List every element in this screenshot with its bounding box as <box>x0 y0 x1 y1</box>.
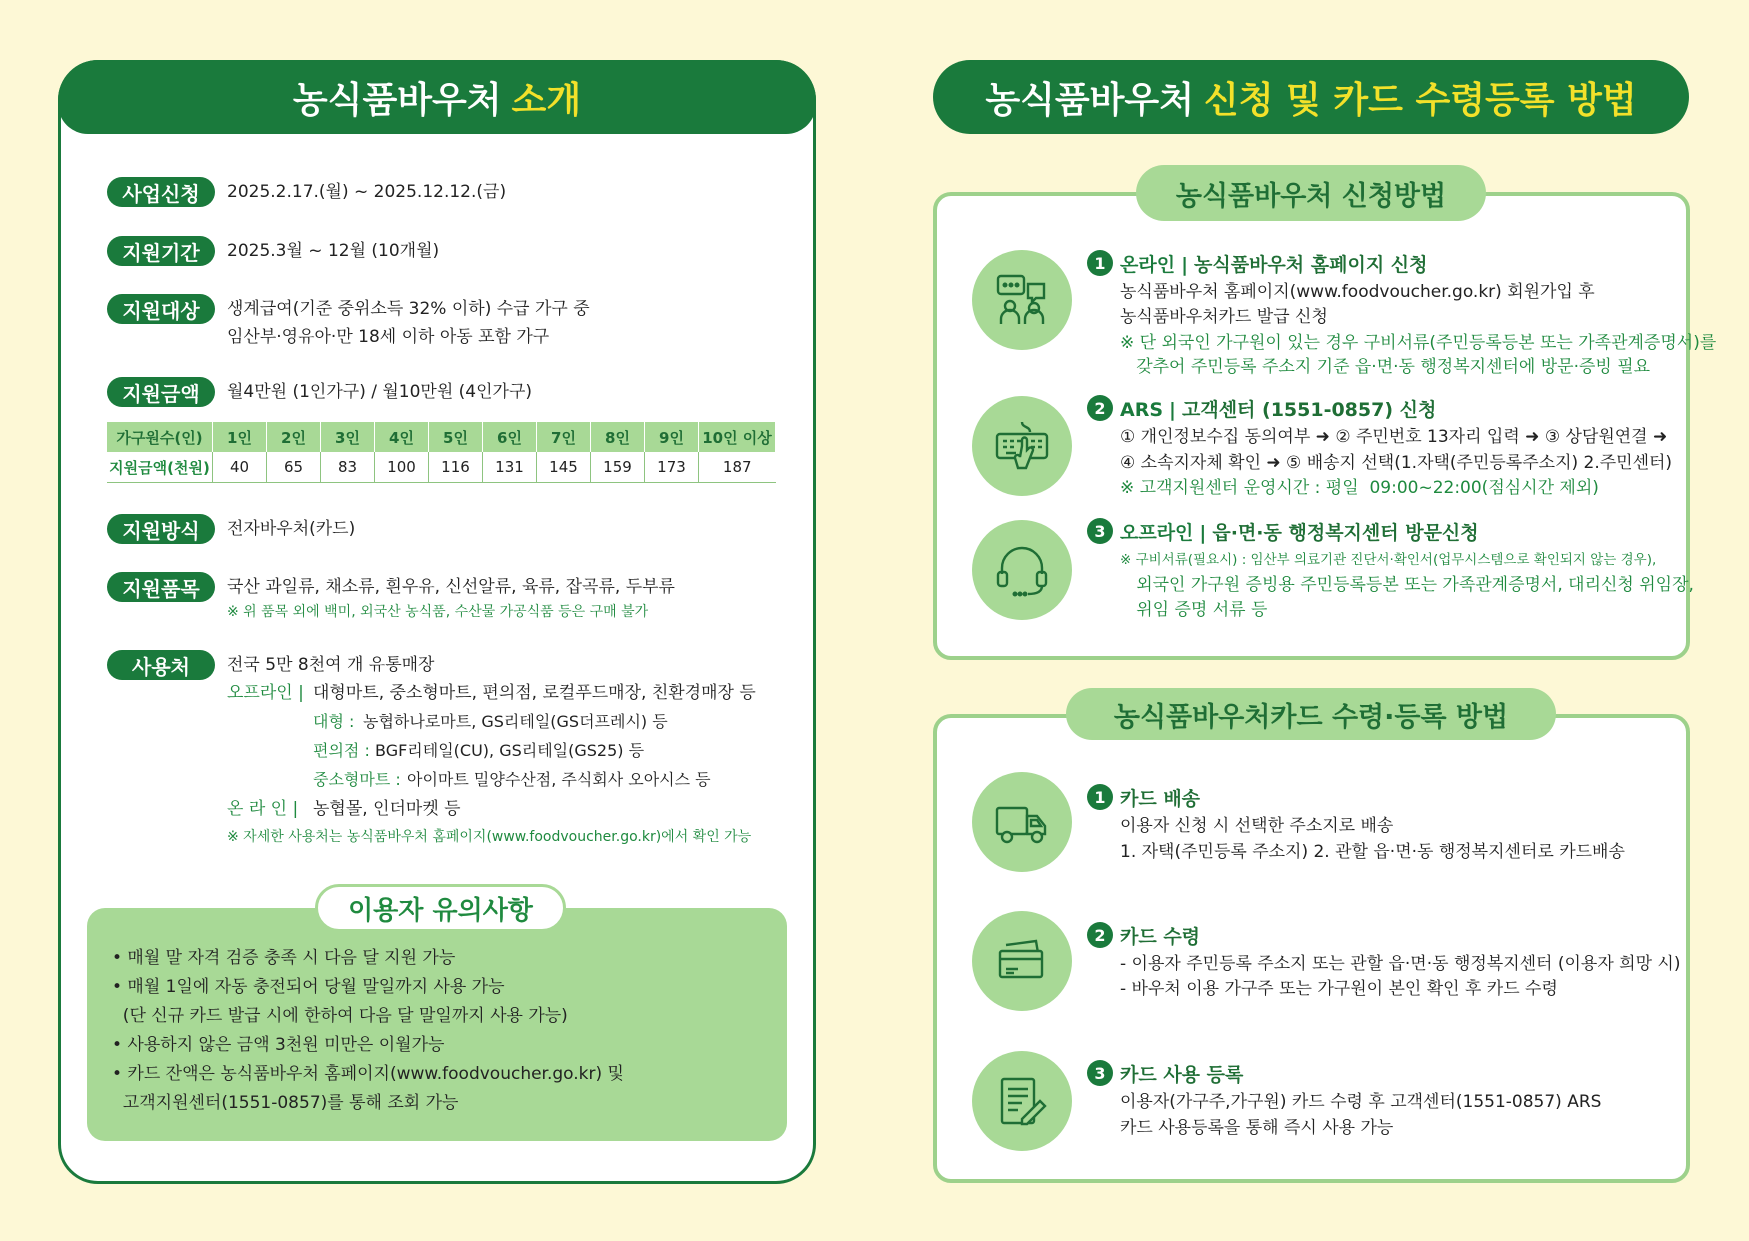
card-step-1-line: 이용자 신청 시 선택한 주소지로 배송 <box>1120 816 1394 836</box>
amount-table <box>107 422 776 483</box>
apply-icon-3 <box>972 520 1072 620</box>
tag-method: 지원방식 <box>107 514 215 544</box>
table-cell: 8인 <box>591 422 645 452</box>
table-cell: 187 <box>699 452 776 483</box>
notice-line: • 매월 말 자격 검증 충족 시 다음 달 지원 가능 <box>112 948 456 968</box>
apply-step-2-note: ※ 고객지원센터 운영시간 : 평일 09:00~22:00(점심시간 제외) <box>1120 478 1599 498</box>
chat-people-icon <box>992 270 1052 330</box>
table-cell: 3인 <box>321 422 375 452</box>
apply-step-3-note: ※ 구비서류(필요시) : 임산부 의료기관 진단서·확인서(업무시스템으로 확인되지 않는 경우), <box>1120 552 1657 568</box>
table-cell: 2인 <box>267 422 321 452</box>
method-text: 전자바우처(카드) <box>227 519 356 539</box>
step-number: 2 <box>1087 922 1113 948</box>
table-cell: 173 <box>645 452 699 483</box>
table-cell: 65 <box>267 452 321 483</box>
table-cell: 7인 <box>537 422 591 452</box>
step-number: 1 <box>1087 784 1113 810</box>
notice-line: (단 신규 카드 발급 시에 한하여 다음 달 말일까지 사용 가능) <box>112 1006 568 1026</box>
card-step-2-line: - 바우처 이용 가구주 또는 가구원이 본인 확인 후 카드 수령 <box>1120 979 1558 999</box>
apply-step-1-note: ※ 단 외국인 가구원이 있는 경우 구비서류(주민등록등본 또는 가족관계증명서)를 <box>1120 333 1717 353</box>
table-cell: 4인 <box>375 422 429 452</box>
table-cell: 83 <box>321 452 375 483</box>
notice-line: • 사용하지 않은 금액 3천원 미만은 이월가능 <box>112 1035 445 1055</box>
online-text: 농협몰, 인더마켓 등 <box>313 799 461 819</box>
card-icon <box>992 931 1052 991</box>
target-text-1: 생계급여(기준 중위소득 32% 이하) 수급 가구 중 <box>227 299 590 319</box>
notice-line: 고객지원센터(1551-0857)를 통해 조회 가능 <box>112 1093 459 1113</box>
apply-step-1-note: 갖추어 주민등록 주소지 기준 읍·면·동 행정복지센터에 방문·증빙 필요 <box>1120 357 1651 377</box>
method-title: 농식품바우처 신청 및 카드 수령등록 방법 <box>933 60 1689 134</box>
card-icon-2 <box>972 911 1072 1011</box>
truck-icon <box>992 792 1052 852</box>
target-text-2: 임산부·영유아·만 18세 이하 아동 포함 가구 <box>227 327 550 347</box>
notice-line: • 매월 1일에 자동 충전되어 당월 말일까지 사용 가능 <box>112 977 505 997</box>
apply-step-2-title: ARS | 고객센터 (1551-0857) 신청 <box>1120 399 1437 421</box>
apply-step-1-title: 온라인 | 농식품바우처 홈페이지 신청 <box>1120 254 1428 276</box>
large-label: 대형 : <box>313 712 355 731</box>
large-text: 농협하나로마트, GS리테일(GS더프레시) 등 <box>363 712 668 731</box>
table-cell: 145 <box>537 452 591 483</box>
apply-step-2-line: ① 개인정보수집 동의여부 ➜ ② 주민번호 13자리 입력 ➜ ③ 상담원연결 ➜ <box>1120 427 1668 447</box>
apply-step-2-line: ④ 소속지자체 확인 ➜ ⑤ 배송지 선택(1.자택(주민등록주소지) 2.주민센터) <box>1120 453 1673 473</box>
table-cell: 116 <box>429 452 483 483</box>
card-register-title: 농식품바우처카드 수령·등록 방법 <box>1066 688 1556 740</box>
apply-period-text: 2025.2.17.(월) ~ 2025.12.12.(금) <box>227 182 507 202</box>
offline-label: 오프라인 | <box>227 683 304 703</box>
apply-step-3-title: 오프라인 | 읍·면·동 행정복지센터 방문신청 <box>1120 522 1479 544</box>
conv-text: BGF리테일(CU), GS리테일(GS25) 등 <box>375 741 645 760</box>
card-step-3-line: 이용자(가구주,가구원) 카드 수령 후 고객센터(1551-0857) ARS <box>1120 1092 1602 1112</box>
notice-line: • 카드 잔액은 농식품바우처 홈페이지(www.foodvoucher.go.kr) 및 <box>112 1064 624 1084</box>
table-cell: 131 <box>483 452 537 483</box>
table-cell: 100 <box>375 452 429 483</box>
keyboard-hand-icon <box>992 416 1052 476</box>
apply-icon-2 <box>972 396 1072 496</box>
amount-text: 월4만원 (1인가구) / 월10만원 (4인가구) <box>227 382 533 402</box>
step-number: 3 <box>1087 1060 1113 1086</box>
notice-title: 이용자 유의사항 <box>315 884 566 932</box>
usage-line1: 전국 5만 8천여 개 유통매장 <box>227 655 435 675</box>
tag-support-period: 지원기간 <box>107 236 215 266</box>
step-number: 3 <box>1087 518 1113 544</box>
support-period-text: 2025.3월 ~ 12월 (10개월) <box>227 241 440 261</box>
usage-note: ※ 자세한 사용처는 농식품바우처 홈페이지(www.foodvoucher.go.kr)에서 확인 가능 <box>227 829 752 845</box>
table-cell: 가구원수(인) <box>107 422 213 452</box>
table-cell: 159 <box>591 452 645 483</box>
table-cell: 5인 <box>429 422 483 452</box>
card-step-3-line: 카드 사용등록을 통해 즉시 사용 가능 <box>1120 1118 1394 1138</box>
online-label: 온 라 인 | <box>227 799 299 819</box>
tag-items: 지원품목 <box>107 572 215 602</box>
items-note: ※ 위 품목 외에 백미, 외국산 농식품, 수산물 가공식품 등은 구매 불가 <box>227 604 649 620</box>
table-cell: 40 <box>213 452 267 483</box>
items-text: 국산 과일류, 채소류, 흰우유, 신선알류, 육류, 잡곡류, 두부류 <box>227 577 675 597</box>
mid-text: 아이마트 밀양수산점, 주식회사 오아시스 등 <box>407 770 711 789</box>
card-step-2-title: 카드 수령 <box>1120 926 1201 948</box>
headset-icon <box>992 540 1052 600</box>
step-number: 1 <box>1087 250 1113 276</box>
table-cell: 6인 <box>483 422 537 452</box>
offline-text: 대형마트, 중소형마트, 편의점, 로컬푸드매장, 친환경매장 등 <box>313 683 756 703</box>
card-step-1-title: 카드 배송 <box>1120 788 1201 810</box>
table-cell: 9인 <box>645 422 699 452</box>
conv-label: 편의점 : <box>313 741 370 760</box>
table-cell: 지원금액(천원) <box>107 452 213 483</box>
document-pen-icon <box>992 1071 1052 1131</box>
card-step-1-line: 1. 자택(주민등록 주소지) 2. 관할 읍·면·동 행정복지센터로 카드배송 <box>1120 842 1625 862</box>
mid-label: 중소형마트 : <box>313 770 401 789</box>
tag-apply-period: 사업신청 <box>107 177 215 207</box>
apply-step-3-note: 외국인 가구원 증빙용 주민등록등본 또는 가족관계증명서, 대리신청 위임장, <box>1120 575 1694 595</box>
table-cell: 10인 이상 <box>699 422 776 452</box>
tag-usage: 사용처 <box>107 650 215 680</box>
apply-step-3-note: 위임 증명 서류 등 <box>1120 600 1268 620</box>
tag-amount: 지원금액 <box>107 377 215 407</box>
apply-step-1-line: 농식품바우처 홈페이지(www.foodvoucher.go.kr) 회원가입 후 <box>1120 282 1595 302</box>
apply-icon-1 <box>972 250 1072 350</box>
card-step-3-title: 카드 사용 등록 <box>1120 1064 1244 1086</box>
apply-step-1-line: 농식품바우처카드 발급 신청 <box>1120 307 1328 327</box>
intro-title: 농식품바우처 소개 <box>58 60 816 134</box>
card-step-2-line: - 이용자 주민등록 주소지 또는 관할 읍·면·동 행정복지센터 (이용자 희망 시) <box>1120 954 1681 974</box>
tag-target: 지원대상 <box>107 294 215 324</box>
table-header-row <box>107 422 776 452</box>
table-row <box>107 452 776 483</box>
card-icon-1 <box>972 772 1072 872</box>
apply-title: 농식품바우처 신청방법 <box>1136 165 1486 221</box>
table-cell: 1인 <box>213 422 267 452</box>
card-icon-3 <box>972 1051 1072 1151</box>
step-number: 2 <box>1087 395 1113 421</box>
